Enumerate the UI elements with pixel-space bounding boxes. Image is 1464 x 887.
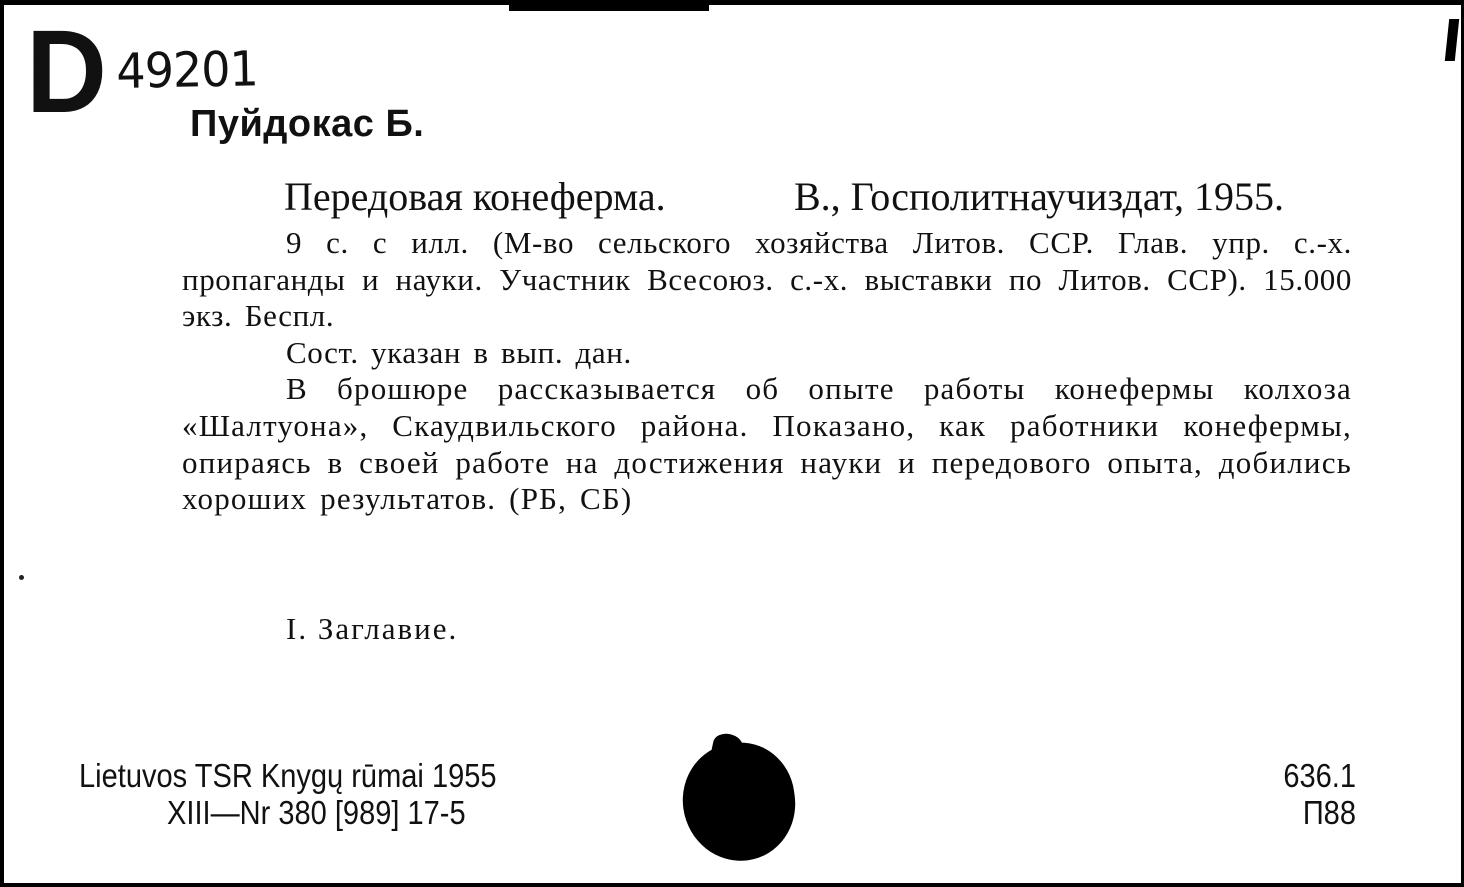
compiler-note: Сост. указан в вып. дан.: [286, 334, 632, 370]
publisher-line-2: XIII—Nr 380 [989] 17-5: [167, 794, 466, 831]
imprint: В., Госполитнаучиздат, 1955.: [794, 174, 1285, 219]
corner-ink-mark: [1445, 19, 1459, 61]
publisher-line-1: Lietuvos TSR Knygų rūmai 1955: [79, 757, 497, 794]
shelf-mark-letter: D: [26, 6, 106, 138]
publisher-info: [79, 757, 497, 831]
class-number: 636.1: [1283, 757, 1356, 794]
handwritten-accession-number: 49201: [115, 40, 259, 100]
description-block: [182, 225, 1352, 518]
ink-speck: [19, 575, 24, 580]
book-title: Передовая конеферма.: [284, 174, 666, 219]
author-heading: Пуйдокас Б.: [190, 103, 425, 145]
classification-block: [1282, 757, 1356, 831]
card-top-edge-mark: [509, 5, 709, 11]
annotation: В брошюре рассказывается об опыте работы конефермы колхоза «Шалтуона», Скаудвильского района. Показано, как работники конефермы, опираясь в своей работе на достижения науки и передового опыта, добились хороших результатов. (РБ, СБ): [182, 371, 1352, 517]
tracing-note: I. Заглавие.: [286, 611, 459, 646]
author-mark: П88: [1302, 794, 1356, 831]
collation-note: 9 с. с илл. (М-во сельского хозяйства Литов. ССР. Глав. упр. с.-х. пропаганды и науки. Участник Всесоюз. с.-х. выставки по Литов. ССР). 15.000 экз. Беспл.: [182, 225, 1352, 334]
punch-hole: [675, 736, 802, 868]
